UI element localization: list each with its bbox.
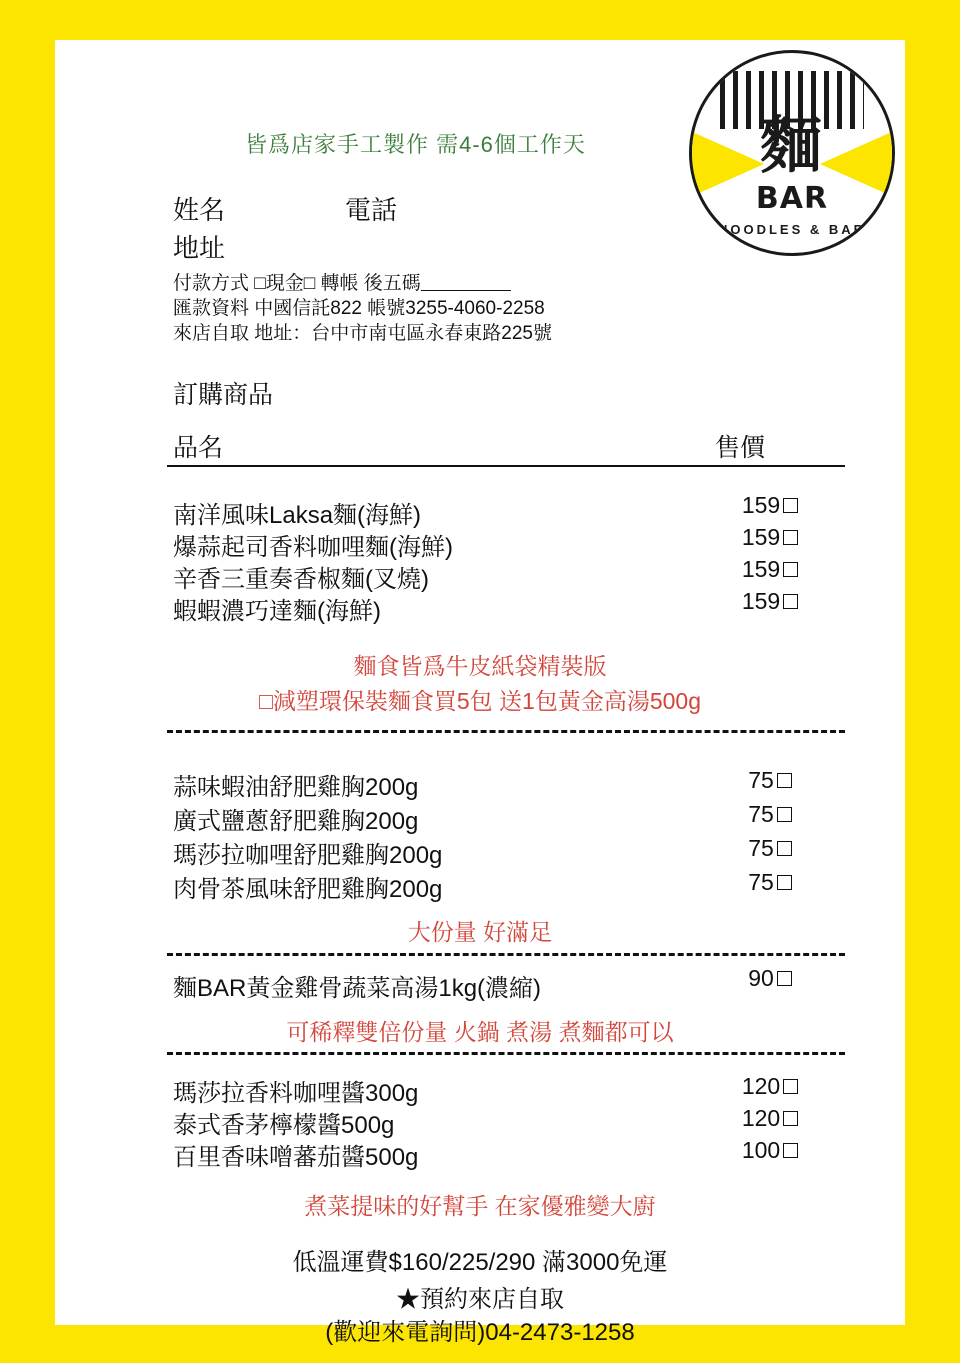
product-name: 蝦蝦濃巧達麵(海鮮): [173, 598, 381, 625]
pickup-note: ★預約來店自取: [396, 1286, 564, 1313]
handmade-note: 皆爲店家手工製作 需4-6個工作天: [245, 132, 586, 157]
product-name: 南洋風味Laksa麵(海鮮): [173, 502, 422, 529]
payment-method-line: [173, 268, 511, 295]
product-name: 爆蒜起司香料咖哩麵(海鮮): [173, 534, 453, 561]
promo-text: 大份量 好滿足: [407, 919, 553, 945]
product-name: 廣式鹽蔥舒肥雞胸200g: [173, 808, 419, 835]
section-divider: [167, 730, 845, 733]
checkbox-icon[interactable]: [777, 875, 792, 890]
payment-last5-blank[interactable]: [421, 274, 511, 291]
product-name: 百里香味噌蕃茄醬500g: [173, 1144, 419, 1171]
store-pickup-line: 來店自取 地址：台中市南屯區永春東路225號: [173, 323, 552, 344]
product-price[interactable]: 159: [715, 524, 825, 551]
checkbox-icon[interactable]: [777, 773, 792, 788]
contact-phone: (歡迎來電詢問)04-2473-1258: [325, 1319, 635, 1346]
product-price[interactable]: 159: [715, 556, 825, 583]
promo-text: □減塑環保裝麵食買5包 送1包黃金高湯500g: [258, 688, 702, 714]
checkbox-icon[interactable]: [783, 1111, 798, 1126]
product-price[interactable]: 159: [715, 492, 825, 519]
section-divider: [167, 953, 845, 956]
header-rule: [167, 465, 845, 467]
product-name: 肉骨茶風味舒肥雞胸200g: [173, 876, 443, 903]
promo-text: 麵食皆爲牛皮紙袋精裝版: [353, 653, 607, 679]
logo-main-text: 麵: [759, 109, 824, 182]
product-name: 瑪莎拉咖哩舒肥雞胸200g: [173, 842, 443, 869]
logo-bar-text: BAR: [755, 181, 829, 216]
product-name: 泰式香茅檸檬醬500g: [173, 1112, 395, 1139]
product-price[interactable]: 75: [715, 835, 825, 862]
payment-method-text: 付款方式 □現金□ 轉帳 後五碼: [173, 273, 421, 294]
order-form-page: [55, 40, 905, 1346]
section-divider: [167, 1052, 845, 1055]
product-price[interactable]: 75: [715, 801, 825, 828]
product-price[interactable]: 120: [715, 1073, 825, 1100]
product-price[interactable]: 90: [715, 965, 825, 992]
product-price[interactable]: 120: [715, 1105, 825, 1132]
product-name: 辛香三重奏香椒麵(叉燒): [173, 566, 429, 593]
phone-label: 電話: [345, 195, 398, 225]
checkbox-icon[interactable]: [777, 841, 792, 856]
remittance-line: 匯款資料 中國信託822 帳號3255-4060-2258: [173, 298, 545, 319]
checkbox-icon[interactable]: [783, 562, 798, 577]
checkbox-icon[interactable]: [777, 807, 792, 822]
product-price[interactable]: 75: [715, 869, 825, 896]
address-label: 地址: [173, 233, 226, 263]
checkbox-icon[interactable]: [783, 1143, 798, 1158]
product-price[interactable]: 100: [715, 1137, 825, 1164]
product-price[interactable]: 159: [715, 588, 825, 615]
name-label: 姓名: [173, 195, 226, 225]
brand-logo: [689, 50, 895, 256]
checkbox-icon[interactable]: [783, 594, 798, 609]
order-section-title: 訂購商品: [173, 381, 274, 409]
checkbox-icon[interactable]: [783, 530, 798, 545]
product-name: 瑪莎拉香料咖哩醬300g: [173, 1080, 419, 1107]
promo-text: 可稀釋雙倍份量 火鍋 煮湯 煮麵都可以: [286, 1019, 674, 1045]
product-name: 蒜味蝦油舒肥雞胸200g: [173, 774, 419, 801]
form-inner: [55, 40, 905, 1346]
checkbox-icon[interactable]: [783, 1079, 798, 1094]
product-name: 麵BAR黃金雞骨蔬菜高湯1kg(濃縮): [173, 975, 542, 1002]
checkbox-icon[interactable]: [777, 971, 792, 986]
column-header-price: 售價: [715, 434, 766, 462]
product-price[interactable]: 75: [715, 767, 825, 794]
promo-text: 煮菜提味的好幫手 在家優雅變大廚: [304, 1193, 656, 1219]
column-header-item: 品名: [173, 434, 224, 462]
logo-arc-text: NOODLES & BAR: [717, 222, 867, 237]
shipping-note: 低溫運費$160/225/290 滿3000免運: [292, 1249, 668, 1276]
checkbox-icon[interactable]: [783, 498, 798, 513]
